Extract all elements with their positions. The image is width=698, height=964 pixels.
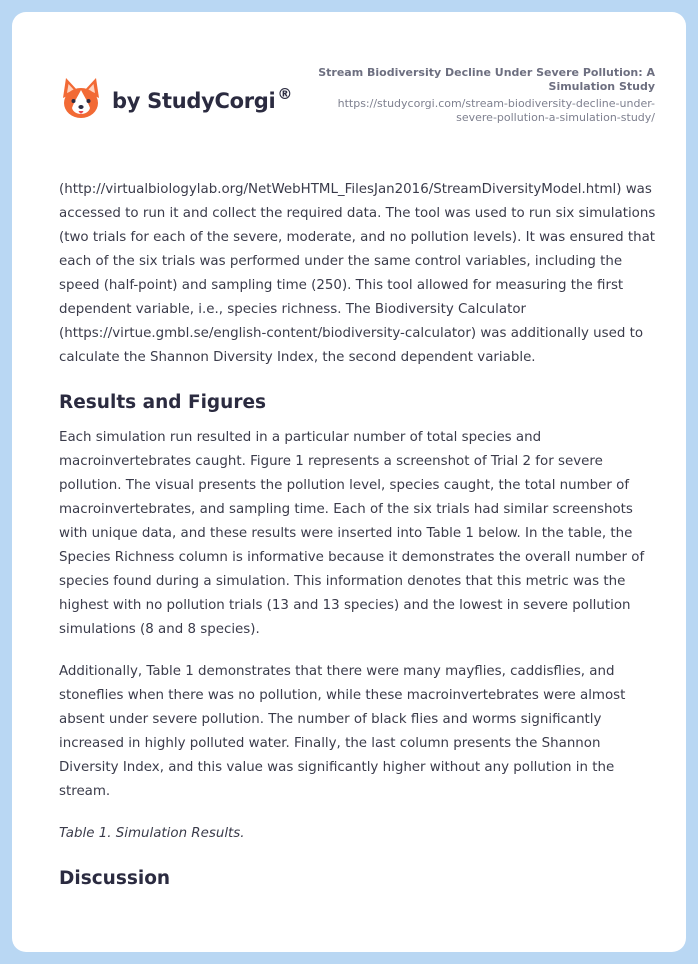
page-card bbox=[12, 12, 686, 952]
heading-results: Results and Figures bbox=[59, 392, 267, 413]
studycorgi-logo[interactable] bbox=[60, 76, 293, 122]
paragraph-additional: Additionally, Table 1 demonstrates that there were many mayflies, caddisflies, and stoneflies when there was no pollution, while these macroinvertebrates were almost absent under severe pollution. The number of black flies and worms significantly increased in highly polluted water. Finally, the last column presents the Shannon Diversity Index, and this value was significantly higher without any pollution in the stream. bbox=[59, 664, 626, 799]
brand-text: by StudyCorgi bbox=[112, 89, 276, 113]
registered-mark: ® bbox=[277, 85, 293, 103]
document-url-link[interactable]: https://studycorgi.com/stream-biodiversity-decline-under-severe-pollution-a-simulation-study/ bbox=[337, 97, 655, 124]
article-body bbox=[59, 178, 659, 902]
heading-discussion: Discussion bbox=[59, 868, 171, 889]
document-title: Stream Biodiversity Decline Under Severe Pollution: A Simulation Study bbox=[318, 66, 655, 93]
document-meta bbox=[315, 66, 655, 125]
corgi-logo-icon bbox=[60, 76, 102, 122]
paragraph-intro: (http://virtualbiologylab.org/NetWebHTML_FilesJan2016/StreamDiversityModel.html) was accessed to run it and collect the required data. The tool was used to run six simulations (two trials for each of the severe, moderate, and no pollution levels). It was ensured that each of the six trials was performed under the same control variables, including the speed (half-point) and sampling time (250). This tool allowed for measuring the first dependent variable, i.e., species richness. The Biodiversity Calculator (https://virtue.gmbl.se/english-content/biodiversity-calculator) was additionally used to calculate the Shannon Diversity Index, the second dependent variable. bbox=[59, 182, 656, 365]
table-caption: Table 1. Simulation Results. bbox=[59, 826, 245, 841]
brand-name bbox=[112, 85, 293, 113]
paragraph-results: Each simulation run resulted in a particular number of total species and macroinvertebrates caught. Figure 1 represents a screenshot of Trial 2 for severe pollution. The visual presents the pollution level, species caught, the total number of macroinvertebrates, and sampling time. Each of the six trials had similar screenshots with unique data, and these results were inserted into Table 1 below. In the table, the Species Richness column is informative because it demonstrates the overall number of species found during a simulation. This information denotes that this metric was the highest with no pollution trials (13 and 13 species) and the lowest in severe pollution simulations (8 and 8 species). bbox=[59, 430, 645, 637]
